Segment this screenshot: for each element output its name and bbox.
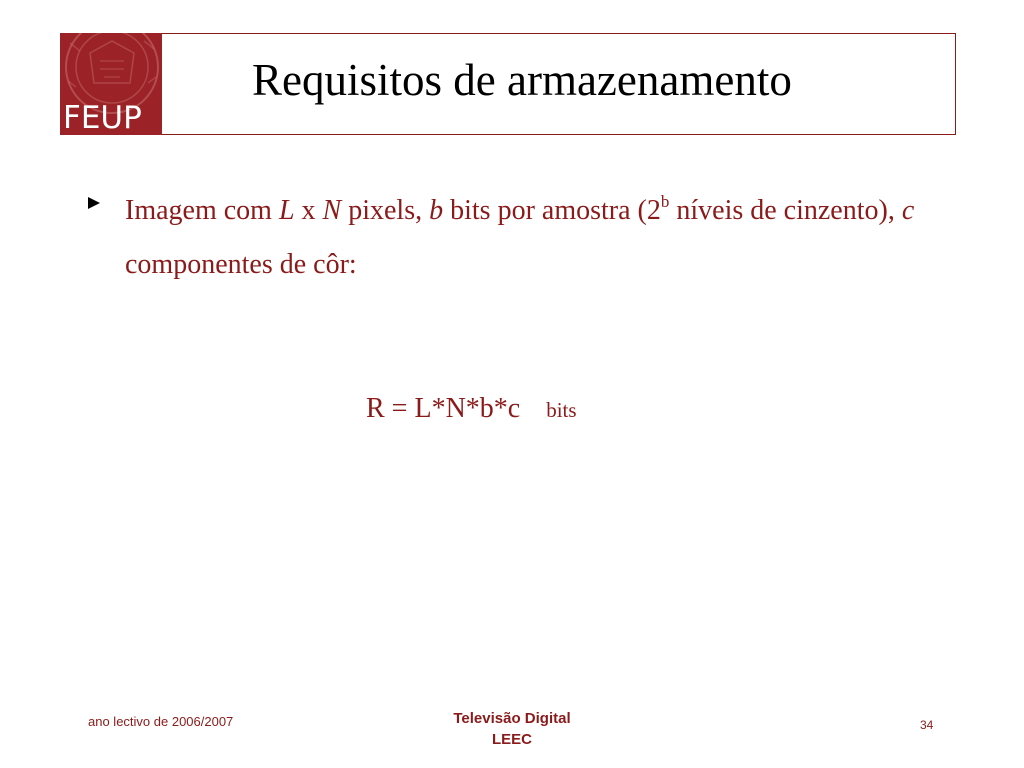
page-number: 34 xyxy=(920,718,934,732)
variable-L: L xyxy=(278,195,295,226)
bullet-text-part: níveis de cinzento), xyxy=(669,195,902,226)
bullet-text-part: Imagem com xyxy=(125,195,279,226)
exponent-b: b xyxy=(660,192,670,211)
bullet-text xyxy=(125,184,925,292)
slide-title: Requisitos de armazenamento xyxy=(252,55,792,105)
footer-academic-year: ano lectivo de 2006/2007 xyxy=(88,714,234,729)
storage-formula xyxy=(366,393,577,425)
variable-c: c xyxy=(901,195,915,226)
variable-N: N xyxy=(322,195,342,226)
logo-text: FEUP xyxy=(63,100,142,135)
footer-course-name: Televisão Digital xyxy=(453,710,571,727)
triangle-bullet-icon xyxy=(88,197,100,209)
bullet-text-part: x xyxy=(294,195,323,226)
formula-expression: R = L*N*b*c xyxy=(366,393,521,424)
variable-b: b xyxy=(429,195,444,226)
formula-unit: bits xyxy=(546,398,577,422)
feup-logo xyxy=(60,33,162,135)
bullet-text-part: componentes de côr: xyxy=(125,249,357,280)
footer-course xyxy=(412,708,612,750)
bullet-text-part: bits por amostra (2 xyxy=(443,195,661,226)
footer-course-program: LEEC xyxy=(491,731,532,748)
bullet-text-part: pixels, xyxy=(341,195,430,226)
